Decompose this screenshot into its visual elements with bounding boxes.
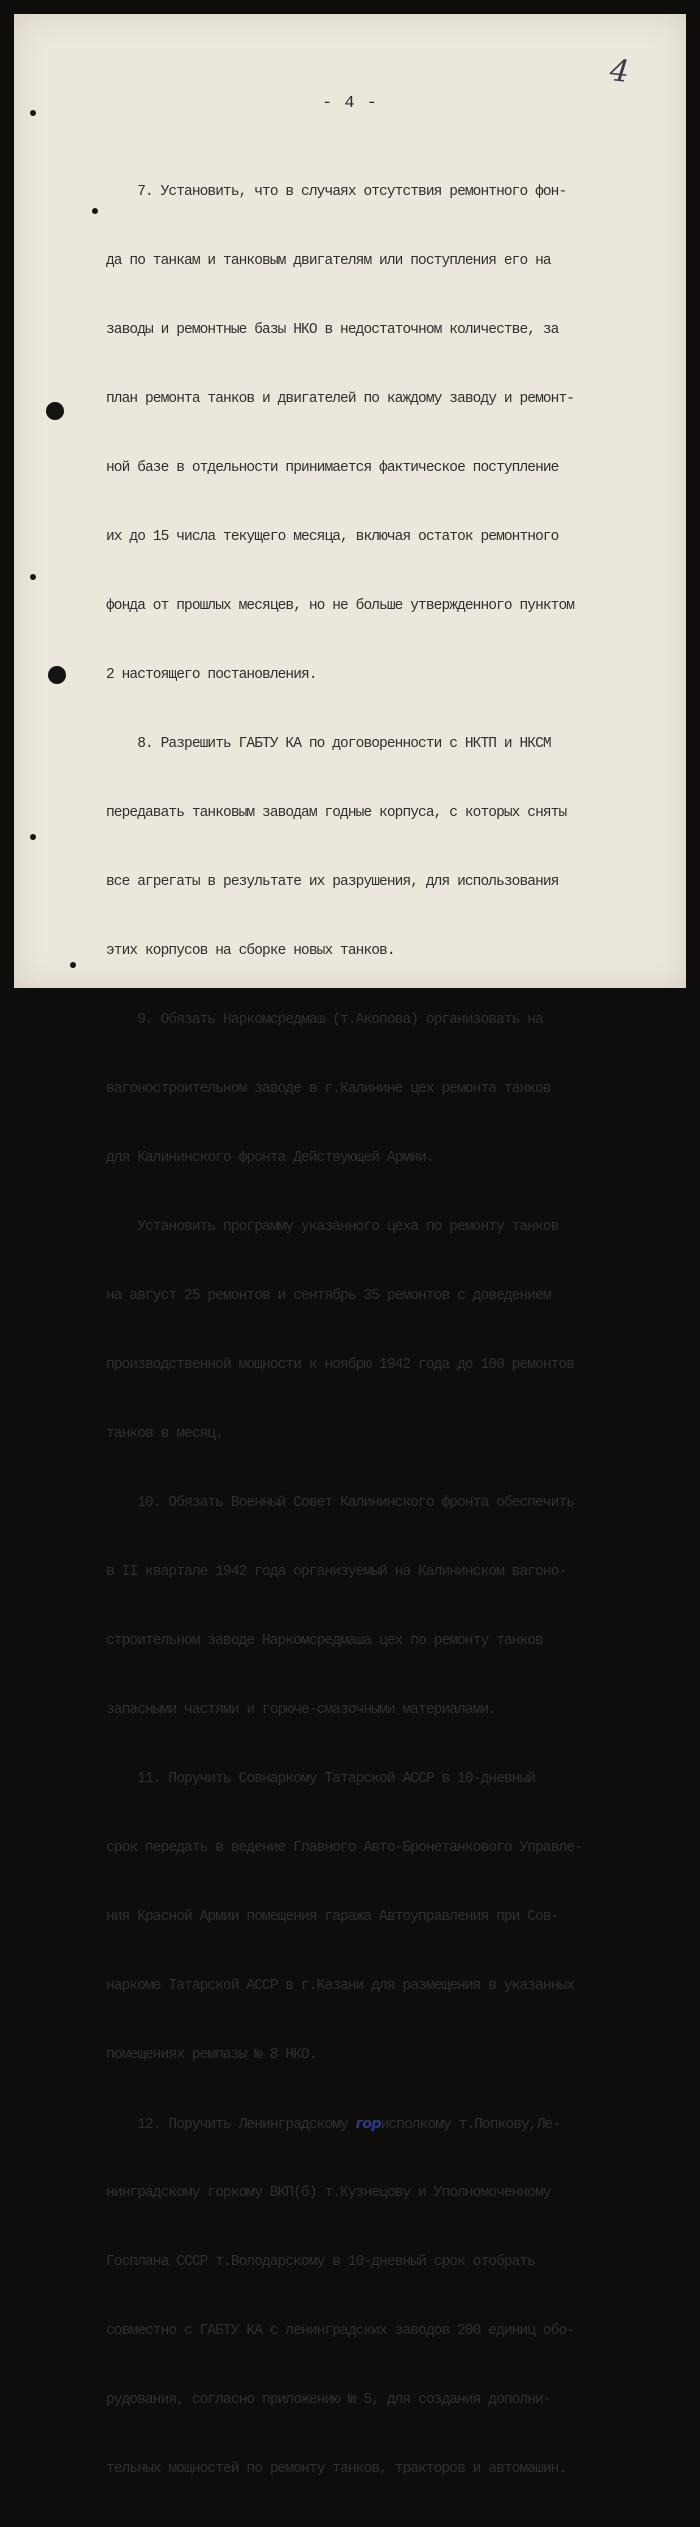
text-line: рудования, согласно приложению № 5, для создания дополни- xyxy=(106,2392,551,2408)
binding-hole xyxy=(70,962,76,968)
text-line: 8. Разрешить ГАБТУ КА по договоренности с НКТП и НКСМ xyxy=(106,736,551,752)
text-line: на август 25 ремонтов и сентябрь 35 ремонтов с доведением xyxy=(106,1288,551,1304)
text-line: вагоностроительном заводе в г.Калинине цех ремонта танков xyxy=(106,1081,551,1097)
document-page xyxy=(14,14,686,2477)
text-line-12 xyxy=(106,2113,686,2136)
typed-page-number: - 4 - xyxy=(321,94,378,113)
binding-hole xyxy=(92,208,98,214)
text-line: производственной мощности к ноябрю 1942 года до 100 ремонтов xyxy=(106,1357,575,1373)
binding-hole xyxy=(30,574,36,580)
text-fragment: исполкому т.Попкову,Ле- xyxy=(380,2117,561,2133)
text-line: 2 настоящего постановления. xyxy=(106,667,317,683)
text-line: в II квартале 1942 года организуемый на Калининском вагоно- xyxy=(106,1564,567,1580)
text-line: 9. Обязать Наркомсредмаш (т.Акопова) организовать на xyxy=(106,1012,543,1028)
text-line: этих корпусов на сборке новых танков. xyxy=(106,943,395,959)
text-line: строительном заводе Наркомсредмаша цех по ремонту танков xyxy=(106,1633,543,1649)
text-line: заводы и ремонтные базы НКО в недостаточном количестве, за xyxy=(106,322,559,338)
text-line: 11. Поручить Совнаркому Татарской АССР в 10-дневный xyxy=(106,1771,536,1787)
text-line: их до 15 числа текущего месяца, включая остаток ремонтного xyxy=(106,529,559,545)
text-line: для Калининского фронта Действующей Армии. xyxy=(106,1150,434,1166)
text-line: наркоме Татарской АССР в г.Казани для размещения в указанных xyxy=(106,1978,575,1994)
text-line: ния Красной Армии помещения гаража Автоуправления при Сов- xyxy=(106,1909,559,1925)
document-body xyxy=(106,135,686,2527)
binding-hole xyxy=(46,402,64,420)
text-line: совместно с ГАБТУ КА с ленинградских заводов 200 единиц обо- xyxy=(106,2323,575,2339)
text-fragment: 12. Поручить Ленинградскому xyxy=(106,2117,356,2133)
text-line: 10. Обязать Военный Совет Калининского фронта обеспечить xyxy=(106,1495,575,1511)
text-line: Установить программу указанного цеха по ремонту танков xyxy=(106,1219,559,1235)
text-line: передавать танковым заводам годные корпуса, с которых сняты xyxy=(106,805,567,821)
text-line: запасными частями и горюче-смазочными материалами. xyxy=(106,1702,497,1718)
text-line: Госплана СССР т.Володарскому в 10-дневный срок отобрать xyxy=(106,2254,536,2270)
handwritten-insertion: гор xyxy=(355,2116,381,2132)
text-line: все агрегаты в результате их разрушения, для использования xyxy=(106,874,559,890)
handwritten-page-number: 4 xyxy=(608,53,631,90)
text-line: танков в месяц. xyxy=(106,1426,224,1442)
binding-hole xyxy=(30,834,36,840)
text-line: срок передать в ведение Главного Авто-Бронетанкового Управле- xyxy=(106,1840,582,1856)
text-line: нинградскому горкому ВКП(б) т.Кузнецову и Уполномоченному xyxy=(106,2185,551,2201)
text-line: тельных мощностей по ремонту танков, тракторов и автомашин. xyxy=(106,2461,567,2477)
text-line: фонда от прошлых месяцев, но не больше утвержденного пунктом xyxy=(106,598,575,614)
text-line: план ремонта танков и двигателей по каждому заводу и ремонт- xyxy=(106,391,575,407)
text-line: да по танкам и танковым двигателям или поступления его на xyxy=(106,253,551,269)
text-line: ной базе в отдельности принимается фактическое поступление xyxy=(106,460,559,476)
text-line: 7. Установить, что в случаях отсутствия ремонтного фон- xyxy=(106,184,567,200)
binding-hole xyxy=(48,666,66,684)
text-line: помещениях ремпазы № 8 НКО. xyxy=(106,2047,317,2063)
